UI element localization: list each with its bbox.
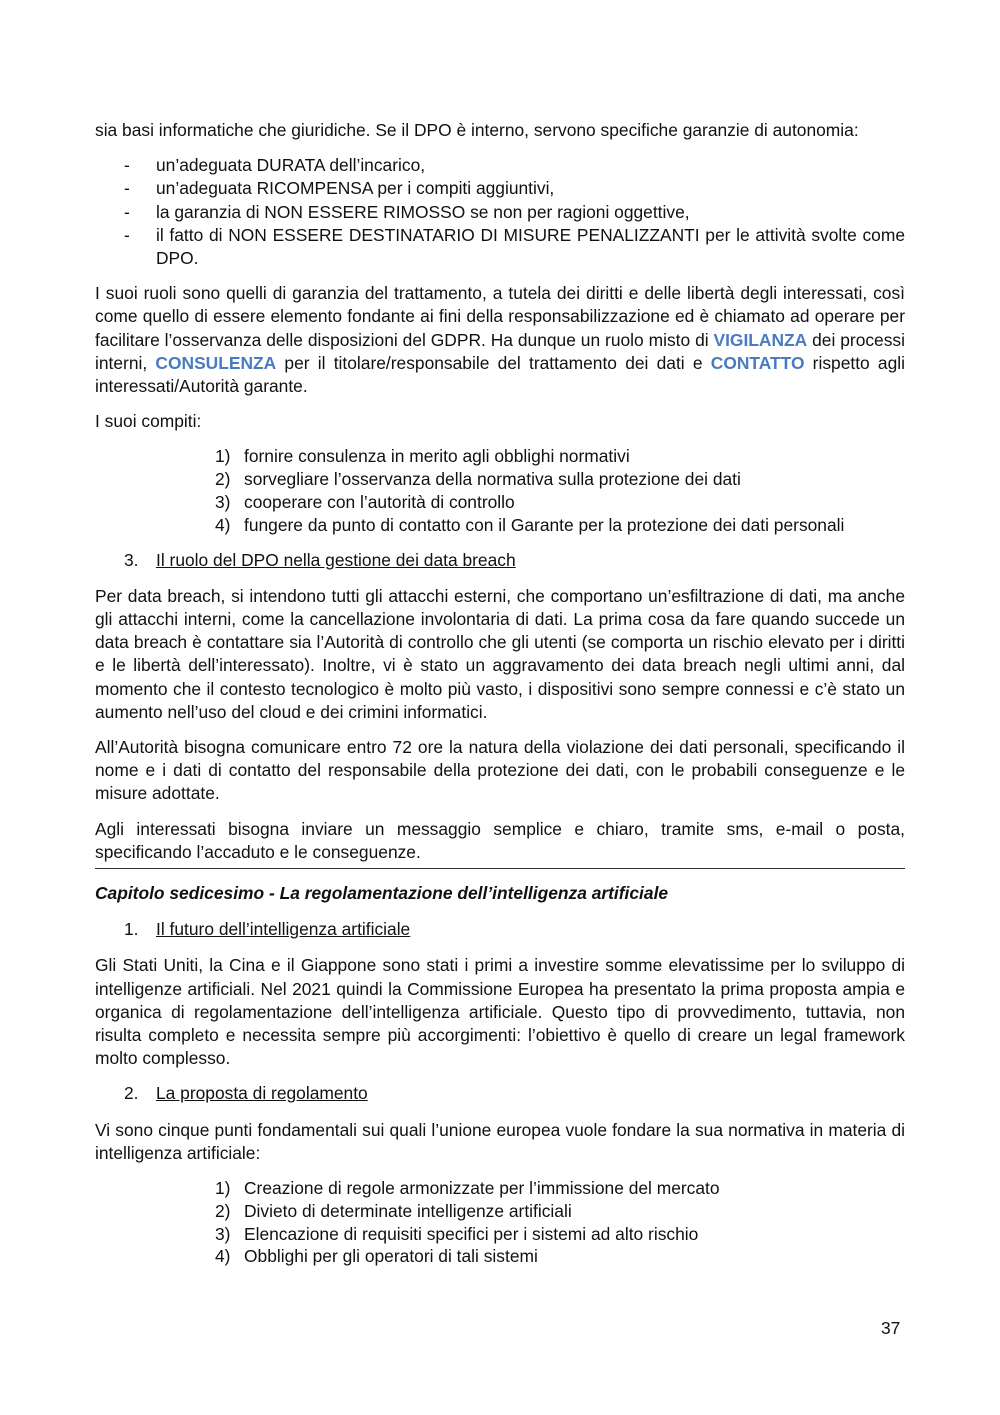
keyword-vigilanza: VIGILANZA [713, 329, 808, 350]
dash-bullet: - [124, 155, 130, 176]
dash-bullet: - [124, 178, 130, 199]
chapter-title: Capitolo sedicesimo - La regolamentazione dell’intelligenza artificiale [95, 883, 669, 904]
paragraph-data-subjects: Agli interessati bisogna inviare un messaggio semplice e chiaro, tramite sms, e-mail o posta, specificando l’accaduto e le conseguenze. [95, 818, 905, 862]
eu-points-list [95, 1177, 905, 1268]
section-heading-data-breach: 3. Il ruolo del DPO nella gestione dei data breach [124, 549, 516, 570]
list-item: 1) fornire consulenza in merito agli obblighi normativi [215, 446, 630, 467]
list-item: 3) Elencazione di requisiti specifici per i sistemi ad alto rischio [215, 1223, 699, 1244]
dash-bullet: - [124, 201, 130, 222]
paragraph-ai-future: Gli Stati Uniti, la Cina e il Giappone sono stati i primi a investire somme elevatissime per lo sviluppo di intelligenze artificiali. Nel 2021 quindi la Commissione Europea ha presentato la prima proposta ampia e organica di regolamentazione dell’intelligenza artificiale. Questo tipo di provvedimento, tuttavia, non risulta completo e necessita sempre più accorgimenti: l’obiettivo è quello di creare un legal framework molto complesso. [95, 955, 905, 1069]
chapter-divider [95, 868, 905, 869]
list-item: - un’adeguata DURATA dell’incarico, [95, 154, 905, 177]
page-number: 37 [881, 1318, 901, 1338]
list-item: 1) Creazione di regole armonizzate per l’immissione del mercato [215, 1178, 720, 1199]
list-item: 2) sorvegliare l’osservanza della normativa sulla protezione dei dati [215, 469, 741, 490]
section-heading-ai-future: 1. Il futuro dell’intelligenza artificiale [124, 919, 411, 940]
list-item: 4) fungere da punto di contatto con il Garante per la protezione dei dati personali [215, 514, 845, 535]
paragraph-data-breach: Per data breach, si intendono tutti gli attacchi esterni, che comportano un’esfiltrazione di dati, ma anche gli attacchi interni, come la cancellazione involontaria di dati. La prima cosa da fare quando succede un data breach è contattare sia l’Autorità di controllo che gli utenti (se comporta un rischio elevato per i diritti e le libertà dell’interessato). Inoltre, vi è stato un aggravamento dei data breach negli ultimi anni, dal momento che il contesto tecnologico è molto più vasto, i dispositivi sono sempre connessi e c’è stato un aumento nell’uso del cloud e dei crimini informatici. [95, 585, 905, 722]
paragraph-dpo-autonomy: sia basi informatiche che giuridiche. Se il DPO è interno, servono specifiche garanzie di autonomia: [95, 120, 859, 140]
dash-bullet: - [124, 224, 130, 245]
keyword-contatto: CONTATTO [710, 352, 805, 373]
list-item: - la garanzia di NON ESSERE RIMOSSO se non per ragioni oggettive, [95, 201, 905, 224]
list-item: - il fatto di NON ESSERE DESTINATARIO DI MISURE PENALIZZANTI per le attività svolte come DPO. [124, 224, 905, 269]
section-heading-regulation-proposal: 2. La proposta di regolamento [124, 1083, 368, 1104]
paragraph-tasks-intro: I suoi compiti: [95, 411, 202, 432]
page-content [95, 119, 905, 1280]
list-item: 4) Obblighi per gli operatori di tali sistemi [215, 1246, 538, 1267]
tasks-list [95, 445, 905, 536]
list-item: 2) Divieto di determinate intelligenze artificiali [215, 1200, 572, 1221]
paragraph-authority-notice: All’Autorità bisogna comunicare entro 72 ore la natura della violazione dei dati personali, specificando il nome e i dati di contatto del responsabile della protezione dei dati, con le probabili conseguenze e le misure adottate. [95, 737, 905, 804]
list-item: 3) cooperare con l’autorità di controllo [215, 492, 515, 513]
list-item: - un’adeguata RICOMPENSA per i compiti aggiuntivi, [95, 177, 905, 200]
keyword-consulenza: CONSULENZA [155, 352, 277, 373]
paragraph-dpo-roles: I suoi ruoli sono quelli di garanzia del trattamento, a tutela dei diritti e delle libertà degli interessati, così come quello di essere elemento fondante ai fini della responsabilizzazione ed è chiamato ad operare per facilitare l’osservanza delle disposizioni del GDPR. Ha dunque un ruolo misto di VIGILANZA dei processi interni, CONSULENZA per il titolare/responsabile del trattamento dei dati e CONTATTO rispetto agli interessati/Autorità garante. [95, 283, 906, 397]
guarantees-list [95, 154, 905, 270]
paragraph-eu-points-intro: Vi sono cinque punti fondamentali sui quali l’unione europea vuole fondare la sua normativa in materia di intelligenza artificiale: [95, 1119, 905, 1163]
